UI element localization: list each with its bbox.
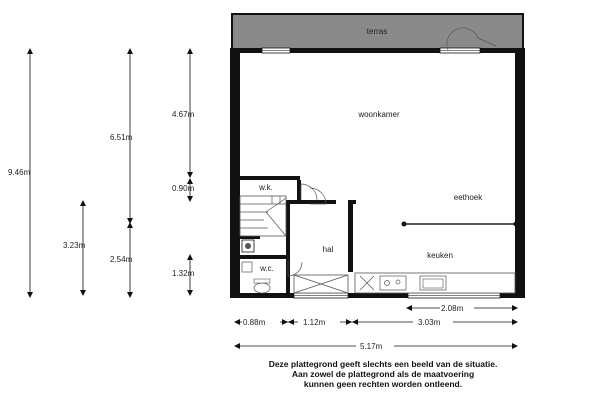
room-label-dining: eethoek xyxy=(453,193,483,202)
kitchen-counter xyxy=(355,273,515,293)
door-swings xyxy=(288,184,326,276)
dim-kitchen-counter: 2.08m xyxy=(441,304,464,313)
room-label-wc: w.c. xyxy=(260,264,274,273)
disclaimer-line-1: Deze plattegrond geeft slechts een beeld van de situatie. xyxy=(268,359,498,369)
dim-width-c: 3.03m xyxy=(418,318,441,327)
disclaimer-line-2: Aan zowel de plattegrond als de maatvoering xyxy=(291,369,475,379)
room-label-living: woonkamer xyxy=(358,110,400,119)
dim-width-a: 0.88m xyxy=(243,318,266,327)
kitchen-divider xyxy=(402,222,519,227)
outer-walls xyxy=(230,48,525,298)
room-label-terrace: terras xyxy=(366,27,388,36)
room-label-wk: w.k. xyxy=(259,183,273,192)
dim-left-lower: 3.23m xyxy=(63,241,86,250)
room-label-kitchen: keuken xyxy=(427,251,453,260)
dim-left-upper: 6.51m xyxy=(110,133,133,142)
hall-cabinet xyxy=(294,275,348,293)
dim-width-b: 1.12m xyxy=(303,318,326,327)
disclaimer-line-3: kunnen geen rechten worden ontleend. xyxy=(303,379,463,389)
dim-gap: 0.90m xyxy=(172,184,195,193)
dim-total-height: 9.46m xyxy=(8,168,31,177)
dim-middle-lower: 2.54m xyxy=(110,255,133,264)
staircase xyxy=(240,196,286,236)
room-label-hall: hal xyxy=(322,245,334,254)
dim-living-depth: 4.67m xyxy=(172,110,195,119)
dim-bottom-section: 1.32m xyxy=(172,269,195,278)
dim-total-width: 5.17m xyxy=(360,342,383,351)
